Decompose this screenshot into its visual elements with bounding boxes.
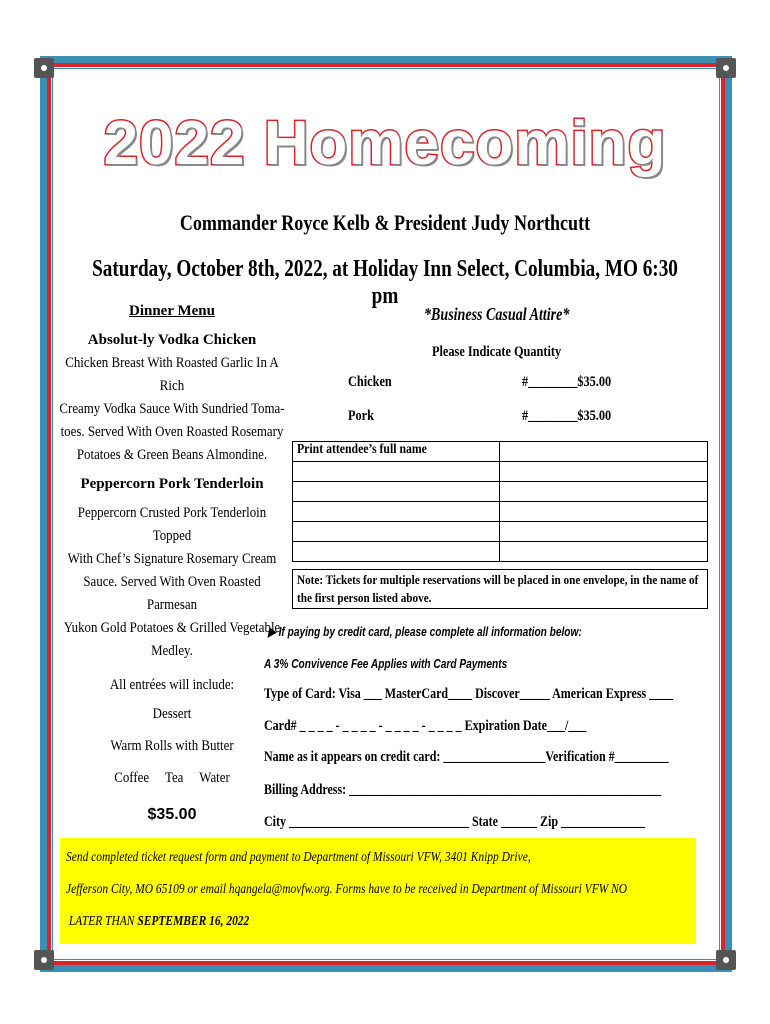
- attendee-field[interactable]: [500, 542, 708, 562]
- attendee-field[interactable]: [293, 542, 500, 562]
- desc-line: toes. Served With Oven Roasted Rosemary: [60, 424, 284, 440]
- table-row: [293, 542, 708, 562]
- attendee-field[interactable]: [500, 522, 708, 542]
- include-item: Dessert: [152, 706, 192, 722]
- desc-line: Creamy Vodka Sauce With Sundried Toma-: [59, 401, 285, 417]
- include-item: Warm Rolls with Butter: [110, 738, 234, 754]
- attendee-field[interactable]: [293, 462, 500, 482]
- quantity-heading: Please Indicate Quantity: [432, 344, 562, 360]
- dish-description: [58, 352, 285, 467]
- footer-line: [66, 906, 578, 938]
- quantity-item-label: Pork: [348, 408, 374, 424]
- corner-bolt-icon: [716, 950, 736, 970]
- dinner-menu: [58, 300, 286, 826]
- table-row: [293, 482, 708, 502]
- table-row: [293, 462, 708, 482]
- deadline-date: SEPTEMBER 16, 2022: [137, 914, 250, 929]
- deadline-prefix: LATER THAN: [66, 914, 138, 929]
- corner-bolt-icon: [34, 950, 54, 970]
- quantity-input-pork[interactable]: #________$35.00: [522, 408, 612, 424]
- desc-line: Potatoes & Green Beans Almondine.: [76, 447, 268, 463]
- attendee-table: [292, 441, 708, 562]
- page-title: 2022 Homecoming: [103, 109, 667, 178]
- mailing-instructions: [60, 838, 696, 944]
- attendee-label-text: Print attendee’s full name: [297, 442, 427, 457]
- quantity-input-chicken[interactable]: #________$35.00: [522, 374, 612, 390]
- desc-line: Medley.: [151, 643, 193, 659]
- attendee-field[interactable]: [500, 502, 708, 522]
- table-row: [293, 442, 708, 462]
- attendee-field[interactable]: [293, 482, 500, 502]
- quantity-item-label: Chicken: [348, 374, 392, 390]
- attire-note: *Business Casual Attire*: [424, 304, 570, 324]
- menu-price: $35.00: [147, 806, 197, 823]
- desc-line: Chicken Breast With Roasted Garlic In A Rich: [65, 355, 279, 394]
- cardholder-name-field[interactable]: Name as it appears on credit card: _________________Verification #_________: [264, 749, 669, 765]
- attendee-field[interactable]: [500, 482, 708, 502]
- footer-line: Jefferson City, MO 65109 or email hqangela@movfw.org. Forms have to be received in Department of Missouri VFW NO: [66, 882, 628, 897]
- credit-instruction: ▶ If paying by credit card, please complete all information below:: [268, 624, 582, 639]
- attendee-field[interactable]: [500, 462, 708, 482]
- note-line: Note: Tickets for multiple reservations will be placed in one envelope, in the name of: [297, 572, 699, 587]
- desc-line: Sauce. Served With Oven Roasted Parmesan: [83, 574, 261, 613]
- note-line: the first person listed above.: [297, 590, 432, 605]
- attendee-field[interactable]: [293, 502, 500, 522]
- dish-name: Peppercorn Pork Tenderloin: [80, 476, 264, 492]
- includes-block: [58, 671, 285, 793]
- dish-name: Absolut-ly Vodka Chicken: [87, 332, 257, 348]
- table-row: [293, 502, 708, 522]
- event-line: Saturday, October 8th, 2022, at Holiday Inn Select, Columbia, MO 6:30 pm: [92, 256, 678, 309]
- corner-bolt-icon: [34, 58, 54, 78]
- desc-line: With Chef’s Signature Rosemary Cream: [67, 551, 277, 567]
- hosts-line: Commander Royce Kelb & President Judy Northcutt: [179, 210, 591, 235]
- table-row: [293, 522, 708, 542]
- card-number-field[interactable]: Card# _ _ _ _ - _ _ _ _ - _ _ _ _ - _ _ _ _ Expiration Date___/___: [264, 718, 587, 734]
- corner-bolt-icon: [716, 58, 736, 78]
- reservation-note: [292, 569, 708, 609]
- include-item: Coffee Tea Water: [114, 770, 230, 786]
- attendee-field[interactable]: [500, 442, 708, 462]
- footer-line: Send completed ticket request form and payment to Department of Missouri VFW, 3401 Knipp Drive,: [66, 850, 531, 865]
- desc-line: Yukon Gold Potatoes & Grilled Vegetable: [63, 620, 281, 636]
- includes-heading: All entrées will include:: [109, 677, 235, 693]
- menu-heading: Dinner Menu: [129, 303, 215, 319]
- attendee-field[interactable]: [293, 522, 500, 542]
- desc-line: Peppercorn Crusted Pork Tenderloin Topped: [77, 505, 267, 544]
- dish-description: [58, 502, 285, 663]
- attendee-label: [293, 442, 500, 462]
- card-type-field[interactable]: Type of Card: Visa ___ MasterCard____ Discover_____ American Express ____: [264, 686, 674, 702]
- city-state-zip-field[interactable]: City ______________________________ State ______ Zip ______________: [264, 814, 645, 830]
- fee-notice: A 3% Convivence Fee Applies with Card Payments: [264, 656, 508, 671]
- billing-address-field[interactable]: Billing Address: ____________________________________________________: [264, 782, 662, 798]
